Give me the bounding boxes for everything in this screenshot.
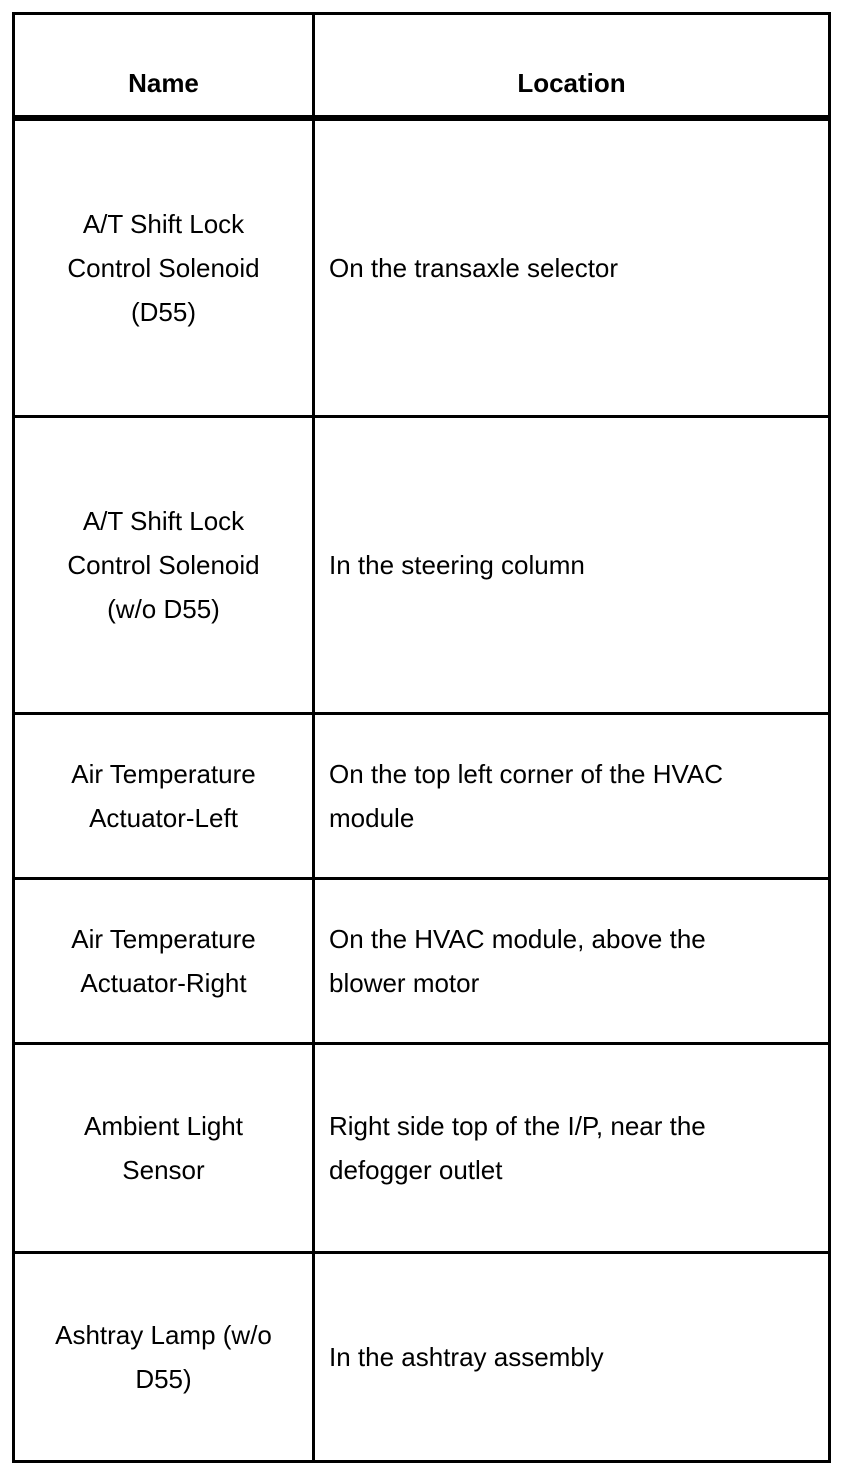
column-header-location: Location bbox=[314, 14, 830, 118]
location-text: On the HVAC module, above the blower motor bbox=[329, 923, 706, 998]
name-text: A/T Shift Lock Control Solenoid (w/o D55) bbox=[67, 505, 260, 624]
column-header-name: Name bbox=[14, 14, 314, 118]
location-cell bbox=[314, 713, 830, 878]
location-cell bbox=[314, 1252, 830, 1461]
table-header-row bbox=[14, 14, 830, 118]
location-cell bbox=[314, 878, 830, 1043]
component-location-table bbox=[12, 12, 831, 1463]
location-text: Right side top of the I/P, near the defogger outlet bbox=[329, 1110, 706, 1185]
table-row bbox=[14, 1252, 830, 1461]
location-cell bbox=[314, 416, 830, 713]
name-text: A/T Shift Lock Control Solenoid (D55) bbox=[67, 208, 260, 327]
location-text: In the steering column bbox=[329, 549, 585, 580]
table-row bbox=[14, 713, 830, 878]
location-cell bbox=[314, 118, 830, 417]
name-text: Air Temperature Actuator-Left bbox=[71, 758, 256, 833]
table-row bbox=[14, 118, 830, 417]
name-cell bbox=[14, 118, 314, 417]
name-text: Ambient Light Sensor bbox=[84, 1110, 243, 1185]
name-cell bbox=[14, 713, 314, 878]
name-cell bbox=[14, 878, 314, 1043]
location-text: On the transaxle selector bbox=[329, 252, 619, 283]
name-cell bbox=[14, 416, 314, 713]
table-row bbox=[14, 878, 830, 1043]
location-text: In the ashtray assembly bbox=[329, 1341, 604, 1372]
location-text: On the top left corner of the HVAC module bbox=[329, 758, 724, 833]
name-cell bbox=[14, 1252, 314, 1461]
name-cell bbox=[14, 1043, 314, 1252]
component-location-table-container bbox=[12, 12, 828, 1463]
name-text: Ashtray Lamp (w/o D55) bbox=[55, 1319, 272, 1394]
location-cell bbox=[314, 1043, 830, 1252]
table-row bbox=[14, 416, 830, 713]
table-row bbox=[14, 1043, 830, 1252]
name-text: Air Temperature Actuator-Right bbox=[71, 923, 256, 998]
